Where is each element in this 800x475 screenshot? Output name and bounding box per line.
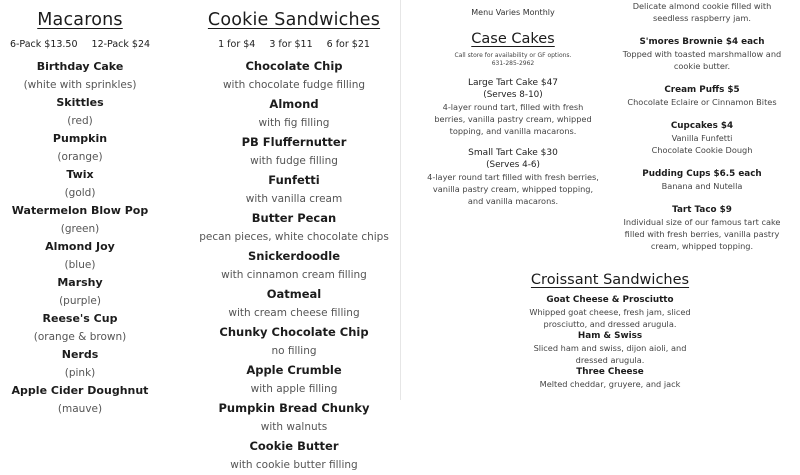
macaron-desc: (red) xyxy=(67,115,93,127)
croissant-item-desc: Sliced ham and swiss, dijon aioli, and xyxy=(533,343,687,353)
cookie-sandwich-item xyxy=(196,399,392,437)
dessert-item xyxy=(604,120,800,156)
macaron-desc: (green) xyxy=(60,223,100,235)
macaron-desc: (blue) xyxy=(64,259,96,271)
cookie-sandwich-item xyxy=(196,285,392,323)
cookie-sandwich-name: Almond xyxy=(269,97,319,111)
case-cakes-note: Call store for availability or GF options. xyxy=(454,52,572,59)
small-tart-cake-desc-1: 4-layer round tart filled with fresh berries, xyxy=(427,172,599,182)
cookie-sandwiches-title: Cookie Sandwiches xyxy=(207,10,381,30)
cookie-sandwich-item xyxy=(196,171,392,209)
cookie-sandwich-item xyxy=(196,323,392,361)
cookie-sandwich-desc: with fig filling xyxy=(258,117,330,129)
dessert-item-desc: Chocolate Eclaire or Cinnamon Bites xyxy=(627,97,777,107)
macaron-item xyxy=(0,202,160,238)
croissant-sandwiches-section xyxy=(500,272,720,390)
small-tart-cake xyxy=(424,147,602,207)
dessert-item-title: Pudding Cups $6.5 each xyxy=(642,169,762,179)
cookie-sandwich-name: Chunky Chocolate Chip xyxy=(219,325,369,339)
cookie-sandwich-desc: pecan pieces, white chocolate chips xyxy=(199,231,389,243)
cookie-sandwich-desc: with vanilla cream xyxy=(245,193,343,205)
cookie-sandwich-name: Oatmeal xyxy=(266,287,322,301)
large-tart-cake-desc-3: topping, and vanilla macarons. xyxy=(449,126,577,136)
cookie-sandwich-desc: with chocolate fudge filling xyxy=(222,79,366,91)
macaron-item xyxy=(0,130,160,166)
dessert-item-title: Cream Puffs $5 xyxy=(664,85,740,95)
cookie-sandwich-name: PB Fluffernutter xyxy=(241,135,347,149)
macarons-title: Macarons xyxy=(37,10,123,30)
top-item-desc-1: Delicate almond cookie filled with xyxy=(632,1,772,11)
macaron-name: Apple Cider Doughnut xyxy=(11,384,149,397)
cookie-sandwich-desc: no filling xyxy=(271,345,317,357)
cookie-sandwich-item xyxy=(196,95,392,133)
dessert-item-desc: filled with fresh berries, vanilla pastry xyxy=(624,229,780,239)
dessert-item-title: Cupcakes $4 xyxy=(670,121,734,131)
macaron-desc: (mauve) xyxy=(57,403,103,415)
macaron-desc: (pink) xyxy=(64,367,96,379)
macarons-price-6: 6-Pack $13.50 xyxy=(9,39,78,50)
macarons-list xyxy=(0,58,160,418)
cookie-sandwich-item xyxy=(196,57,392,95)
croissant-item xyxy=(500,294,720,330)
cookie-sandwiches-prices xyxy=(196,39,392,50)
macaron-item xyxy=(0,274,160,310)
cookie-sandwich-item xyxy=(196,247,392,285)
croissant-item-desc: dressed arugula. xyxy=(575,355,645,365)
cookie-sandwich-item xyxy=(196,209,392,247)
large-tart-cake-desc-1: 4-layer round tart, filled with fresh xyxy=(442,102,584,112)
macaron-name: Reese's Cup xyxy=(42,312,118,325)
cookie-sandwich-name: Cookie Butter xyxy=(249,439,339,453)
macaron-desc: (purple) xyxy=(59,295,101,307)
large-tart-cake-serves: (Serves 8-10) xyxy=(483,90,543,100)
cookie-sandwich-desc: with cookie butter filling xyxy=(230,459,358,471)
croissant-item-title: Ham & Swiss xyxy=(577,331,643,341)
macarons-section xyxy=(0,0,160,418)
macaron-item xyxy=(0,346,160,382)
cookie-sandwich-name: Apple Crumble xyxy=(246,363,342,377)
macaron-item xyxy=(0,238,160,274)
croissant-item-desc: Whipped goat cheese, fresh jam, sliced xyxy=(529,307,691,317)
macaron-name: Marshy xyxy=(57,276,103,289)
small-tart-cake-desc-2: vanilla pastry cream, whipped topping, xyxy=(432,184,594,194)
case-cakes-phone: 631-285-2962 xyxy=(491,60,535,67)
dessert-item-desc: Banana and Nutella xyxy=(661,181,743,191)
macaron-desc: (white with sprinkles) xyxy=(23,79,137,91)
macaron-name: Pumpkin xyxy=(52,132,108,145)
small-tart-cake-serves: (Serves 4-6) xyxy=(486,160,540,170)
cookie-sandwich-desc: with walnuts xyxy=(260,421,328,433)
dessert-item xyxy=(604,36,800,72)
dessert-item xyxy=(604,168,800,192)
macaron-item xyxy=(0,58,160,94)
cookie-sandwich-name: Snickerdoodle xyxy=(247,249,341,263)
cookie-sandwiches-list xyxy=(196,57,392,475)
cookie-price-3: 3 for $11 xyxy=(269,39,313,50)
small-tart-cake-title: Small Tart Cake $30 xyxy=(468,148,558,158)
macaron-name: Almond Joy xyxy=(45,240,115,253)
croissant-item xyxy=(500,330,720,366)
cookie-sandwich-name: Funfetti xyxy=(268,173,320,187)
macaron-desc: (gold) xyxy=(64,187,96,199)
dessert-item-title: S'mores Brownie $4 each xyxy=(639,37,765,47)
page-divider xyxy=(400,0,401,400)
small-tart-cake-desc-3: and vanilla macarons. xyxy=(467,196,559,206)
desserts-list xyxy=(604,36,800,252)
cookie-sandwich-desc: with cream cheese filling xyxy=(228,307,360,319)
cookie-price-1: 1 for $4 xyxy=(218,39,256,50)
cookie-sandwiches-section xyxy=(196,0,392,475)
croissant-item-desc: Melted cheddar, gruyere, and jack xyxy=(539,379,681,389)
dessert-item-desc: cookie butter. xyxy=(673,61,731,71)
large-tart-cake-title: Large Tart Cake $47 xyxy=(467,78,559,88)
desserts-column xyxy=(604,0,800,252)
cookie-sandwich-item xyxy=(196,133,392,171)
croissant-item-desc: prosciutto, and dressed arugula. xyxy=(543,319,677,329)
cookie-sandwich-item xyxy=(196,361,392,399)
macaron-desc: (orange & brown) xyxy=(33,331,127,343)
croissant-list xyxy=(500,294,720,390)
dessert-item-title: Tart Taco $9 xyxy=(672,205,732,215)
macaron-name: Twix xyxy=(66,168,94,181)
large-tart-cake-desc-2: berries, vanilla pastry cream, whipped xyxy=(434,114,592,124)
dessert-item-desc: cream, whipped topping. xyxy=(650,241,754,251)
macaron-name: Birthday Cake xyxy=(36,60,124,73)
croissant-item-title: Three Cheese xyxy=(576,367,644,377)
macaron-item xyxy=(0,94,160,130)
dessert-item-desc: Individual size of our famous tart cake xyxy=(623,217,781,227)
cookie-sandwich-item xyxy=(196,437,392,475)
menu-note: Menu Varies Monthly xyxy=(471,8,555,17)
large-tart-cake xyxy=(424,77,602,137)
dessert-item xyxy=(604,84,800,108)
case-cakes-title: Case Cakes xyxy=(471,31,555,47)
cookie-sandwich-name: Butter Pecan xyxy=(251,211,337,225)
cookie-sandwich-desc: with cinnamon cream filling xyxy=(221,269,367,281)
croissant-item xyxy=(500,366,720,390)
macaron-desc: (orange) xyxy=(57,151,103,163)
top-item-desc-2: seedless raspberry jam. xyxy=(653,13,751,23)
croissant-sandwiches-title: Croissant Sandwiches xyxy=(530,272,690,288)
cookie-sandwich-desc: with fudge filling xyxy=(250,155,338,167)
macaron-name: Nerds xyxy=(61,348,99,361)
macaron-name: Skittles xyxy=(56,96,104,109)
cookie-sandwich-name: Chocolate Chip xyxy=(245,59,343,73)
macaron-name: Watermelon Blow Pop xyxy=(11,204,149,217)
case-cakes-column xyxy=(424,0,602,207)
macarons-price-12: 12-Pack $24 xyxy=(91,39,151,50)
croissant-item-title: Goat Cheese & Prosciutto xyxy=(546,295,674,305)
cookie-sandwich-desc: with apple filling xyxy=(250,383,338,395)
dessert-item-desc: Vanilla Funfetti xyxy=(671,133,733,143)
macarons-prices xyxy=(0,39,160,50)
macaron-item xyxy=(0,166,160,202)
dessert-item-desc: Topped with toasted marshmallow and xyxy=(622,49,782,59)
macaron-item xyxy=(0,310,160,346)
cookie-price-6: 6 for $21 xyxy=(326,39,370,50)
cookie-sandwich-name: Pumpkin Bread Chunky xyxy=(218,401,370,415)
dessert-item xyxy=(604,204,800,252)
dessert-item-desc: Chocolate Cookie Dough xyxy=(651,145,753,155)
macaron-item xyxy=(0,382,160,418)
